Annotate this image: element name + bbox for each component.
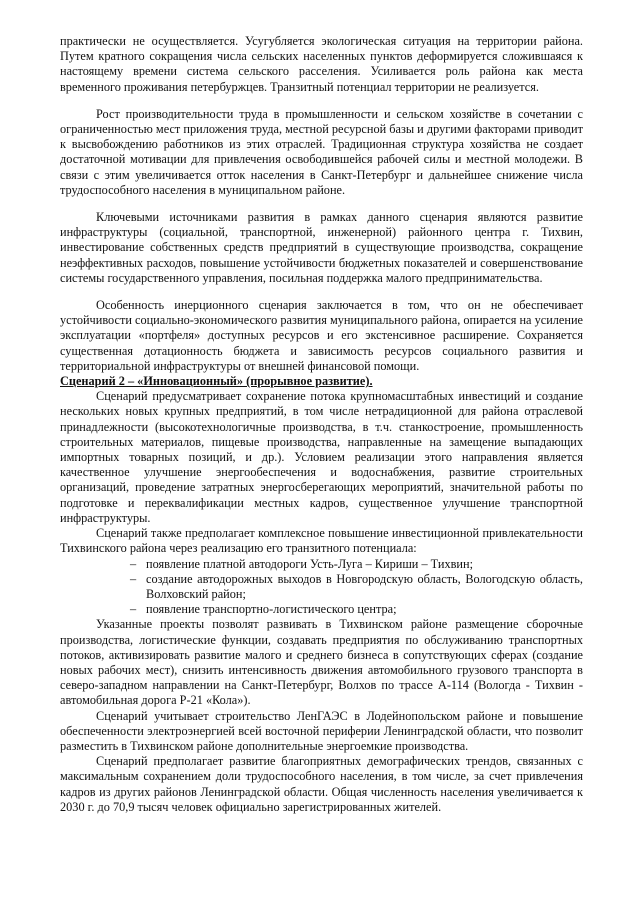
paragraph: Рост производительности труда в промышленности и сельском хозяйстве в сочетании с ограниченностью мест приложения труда, местной ресурсной базы и другими факторами приводит к высвобождению работников из этих отраслей. Традиционная структура хозяйства не создает достаточной мотивации для привлечения освободившейся рабочей силы и местной молодежи. В связи с этим увеличивается отток населения в Санкт-Петербург и дальнейшее снижение числа трудоспособного населения в муниципальном районе. (60, 106, 583, 197)
paragraph: Сценарий учитывает строительство ЛенГАЭС в Лодейнопольском районе и повышение обеспеченности электроэнергией всей восточной периферии Ленинградской области, что позволит разместить в Тихвинском районе дополнительные энергоемкие производства. (60, 708, 583, 753)
paragraph: Сценарий предусматривает сохранение потока крупномасштабных инвестиций и создание нескольких новых крупных предприятий, в том числе нетрадиционной для района отраслевой принадлежности (высокотехнологичные производства, в т.ч. станкостроение, промышленность строительных материалов, пищевые производства, направленные на замещение выпадающих импортных товарных позиций, и др.). Условием реализации этого направления является качественное улучшение энергообеспечения и водоснабжения, развитие строительных организаций, проведение затратных энергосберегающих мероприятий, значительной работы по подготовке и переквалификации местных кадров, существенное улучшение транспортной инфраструктуры. (60, 389, 583, 525)
list-item (132, 557, 583, 572)
paragraph: Особенность инерционного сценария заключается в том, что он не обеспечивает устойчивости социально-экономического развития муниципального района, опирается на усиление эксплуатации «портфеля» доступных ресурсов и его экстенсивное расширение. Сохраняется существенная дотационность бюджета и зависимость ресурсов социального развития и территориальной инфраструктуры от внешней финансовой помощи. (60, 298, 583, 373)
list-item-text: появление транспортно-логистического центра; (146, 602, 397, 617)
paragraph: Указанные проекты позволят развивать в Тихвинском районе размещение сборочные производства, логистические функции, создавать предприятия по обслуживанию транспортных потоков, активизировать развитие малого и среднего бизнеса в сопутствующих сферах (создание новых рабочих мест), снизить интенсивность движения автомобильного грузового транспорта в северо-западном направлении на Санкт-Петербург, Волхов по трассе А-114 (Вологда - Тихвин - автомобильная дорога Р-21 «Кола»). (60, 617, 583, 708)
list-item-text: создание автодорожных выходов в Новгородскую область, Вологодскую область, Волховский район; (146, 571, 583, 601)
bullet-list (60, 557, 583, 618)
dash-bullet: – (130, 602, 137, 617)
document-body (60, 34, 583, 815)
list-item (132, 572, 583, 602)
list-item (132, 602, 583, 617)
paragraph: Сценарий предполагает развитие благоприятных демографических трендов, связанных с максимальным сохранением доли трудоспособного населения, в том числе, за счет привлечения кадров из других районов Ленинградской области. Общая численность населения увеличивается к 2030 г. до 70,9 тысяч человек официально зарегистрированных жителей. (60, 754, 583, 814)
dash-bullet: – (130, 556, 137, 571)
dash-bullet: – (130, 571, 137, 586)
section-heading: Сценарий 2 – «Инновационный» (прорывное развитие). (60, 374, 373, 389)
paragraph: Сценарий также предполагает комплексное повышение инвестиционной привлекательности Тихвинского района через реализацию его транзитного потенциала: (60, 526, 583, 556)
paragraph: практически не осуществляется. Усугубляется экологическая ситуация на территории района. Путем кратного сокращения числа сельских населенных пунктов деформируется сложившаяся к настоящему времени система сельского расселения. Усиливается роль района как места временного проживания петербуржцев. Транзитный потенциал территории не реализуется. (60, 34, 583, 94)
paragraph: Ключевыми источниками развития в рамках данного сценария являются развитие инфраструктуры (социальной, транспортной, инженерной) районного центра г. Тихвин, инвестирование собственных средств предприятий в существующие производства, сокращение неэффективных расходов, повышение устойчивости бюджетных показателей и совершенствование системы государственного управления, посильная поддержка малого предпринимательства. (60, 210, 583, 285)
list-item-text: появление платной автодороги Усть-Луга – Кириши – Тихвин; (146, 556, 473, 571)
